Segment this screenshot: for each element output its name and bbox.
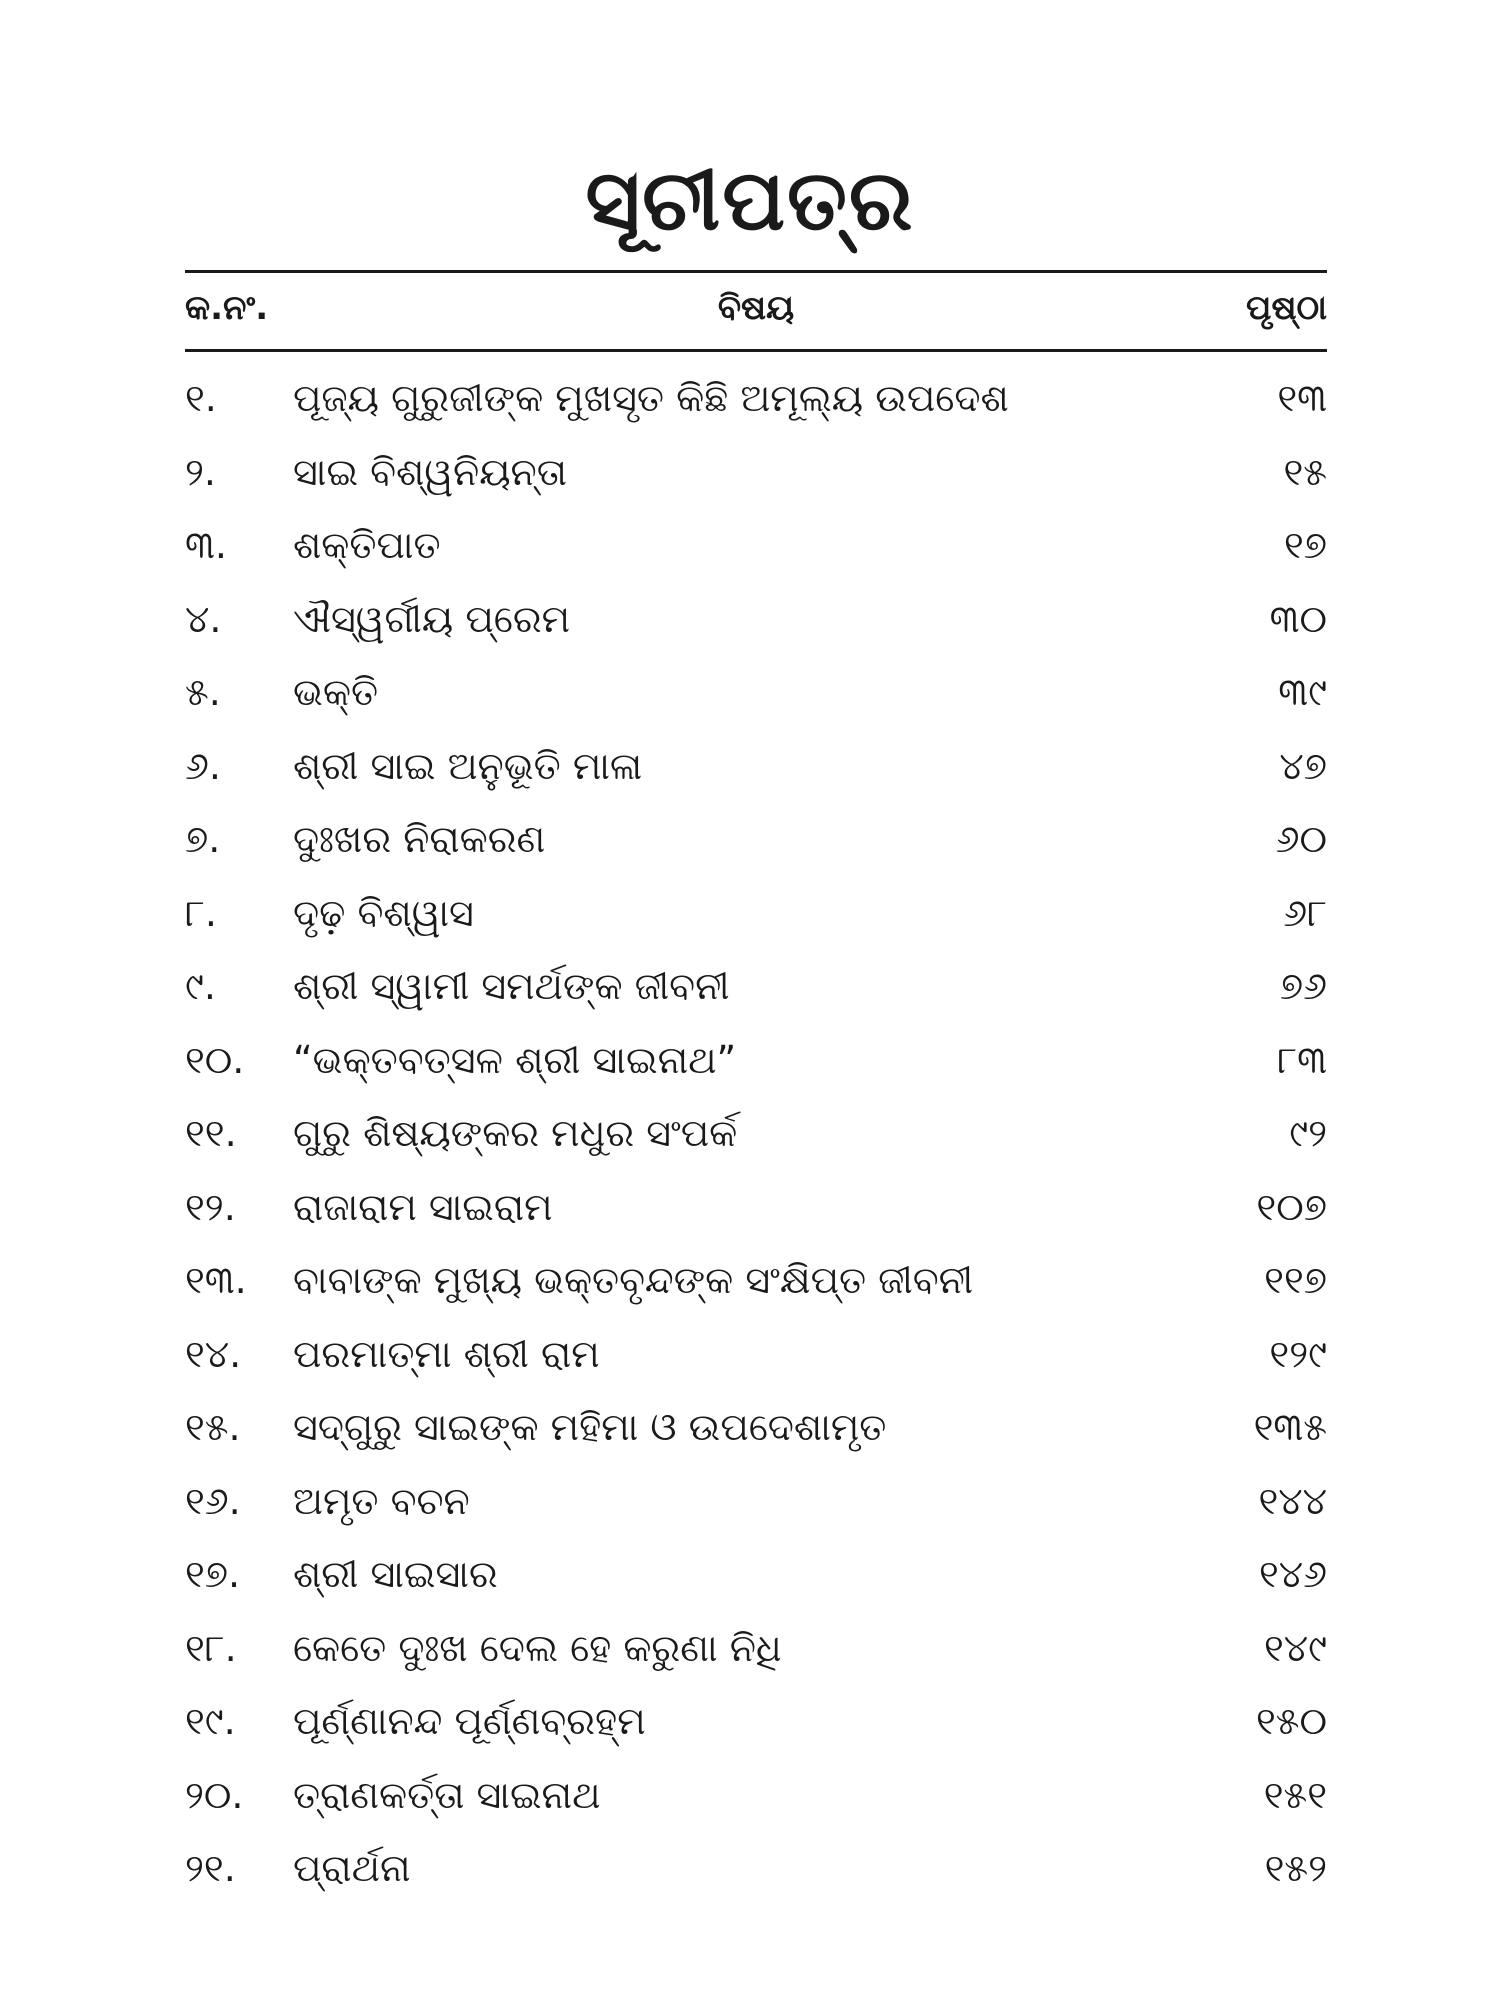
toc-entry: [185, 1326, 1327, 1400]
toc-entry-page: ୧୫୧: [1263, 1772, 1327, 1817]
toc-entry-topic: ଅମୃତ ବଚନ: [293, 1478, 470, 1523]
toc-entry-page: ୧୫୦: [1255, 1699, 1327, 1743]
toc-entry-topic: ଐସ୍ୱର୍ଗୀୟ ପ୍ରେମ: [293, 596, 571, 641]
toc-entry-topic: ବାବାଙ୍କ ମୁଖ୍ୟ ଭକ୍ତବୃନ୍ଦଙ୍କ ସଂକ୍ଷିପ୍ତ ଜୀବନୀ: [293, 1258, 974, 1302]
toc-entry-number: ୭.: [185, 817, 221, 861]
toc-entry-number: ୩.: [185, 523, 227, 567]
toc-entry-page: ୧୨୯: [1269, 1331, 1327, 1376]
toc-entry-number: ୧୦.: [185, 1037, 245, 1082]
toc-entry-topic: କେତେ ଦୁଃଖ ଦେଲ ହେ କରୁଣା ନିଧି: [293, 1625, 782, 1670]
toc-entry-page: ୬୮: [1283, 890, 1327, 935]
header-bottom-rule: [185, 349, 1327, 352]
toc-entry-topic: ଦୃଢ଼ ବିଶ୍ୱାସ: [293, 890, 474, 935]
toc-entry-number: ୨୧.: [185, 1846, 236, 1890]
toc-entry-number: ୧୫.: [185, 1405, 241, 1449]
toc-entry-topic: ଶକ୍ତିପାତ: [293, 523, 441, 567]
toc-entry: [185, 1473, 1327, 1547]
toc-entry-topic: ଶ୍ରୀ ସାଇ ଅନୁଭୂତି ମାଳା: [293, 743, 643, 788]
toc-entry-page: ୬୦: [1275, 817, 1327, 861]
toc-entry-number: ୯.: [185, 964, 216, 1008]
header-page-label: ପୃଷ୍ଠା: [1246, 288, 1327, 328]
toc-entry: [185, 1399, 1327, 1473]
toc-entry-page: ୧୩୫: [1253, 1405, 1327, 1449]
toc-entry-page: ୧୪୯: [1263, 1625, 1327, 1670]
toc-entry-page: ୧୩: [1277, 376, 1327, 420]
toc-entry-topic: ପରମାତ୍ମା ଶ୍ରୀ ରାମ: [293, 1331, 600, 1376]
toc-entry-topic: “ଭକ୍ତବତ୍ସଳ ଶ୍ରୀ ସାଇନାଥ”: [293, 1037, 737, 1082]
toc-entry-number: ୧୭.: [185, 1552, 241, 1596]
toc-entry-number: ୮.: [185, 890, 217, 935]
toc-entry: [185, 517, 1327, 591]
toc-entry: [185, 1620, 1327, 1694]
toc-entry-topic: ଦୁଃଖର ନିରାକରଣ: [293, 817, 546, 861]
toc-entry-number: ୧୨.: [185, 1184, 236, 1229]
toc-entry-page: ୧୫: [1283, 449, 1327, 494]
toc-entry-topic: ରାଜାରାମ ସାଇରାମ: [293, 1184, 553, 1229]
toc-entry: [185, 1105, 1327, 1179]
toc-entry-page: ୮୩: [1277, 1037, 1327, 1082]
toc-entry: [185, 370, 1327, 444]
toc-entry: [185, 1252, 1327, 1326]
toc-entry-number: ୧୯.: [185, 1699, 236, 1743]
toc-entry-number: ୧୪.: [185, 1331, 242, 1376]
toc-entry-number: ୨୦.: [185, 1772, 244, 1817]
toc-list: [185, 370, 1327, 1914]
toc-entry: [185, 1767, 1327, 1841]
header-number-label: କ.ନଂ.: [185, 288, 269, 328]
toc-entry: [185, 664, 1327, 738]
toc-entry-page: ୧୧୭: [1264, 1258, 1327, 1302]
toc-entry-page: ୧୭: [1283, 523, 1327, 567]
toc-entry: [185, 885, 1327, 959]
toc-entry-number: ୫.: [185, 670, 221, 714]
toc-entry-topic: ଭକ୍ତି: [293, 670, 379, 714]
toc-entry-page: ୧୪୪: [1258, 1478, 1327, 1523]
toc-entry: [185, 591, 1327, 665]
toc-entry-page: ୪୭: [1279, 743, 1327, 788]
toc-entry-number: ୪.: [185, 596, 222, 641]
toc-entry-number: ୬.: [185, 743, 221, 788]
toc-entry-number: ୧୬.: [185, 1478, 241, 1523]
toc-entry: [185, 738, 1327, 812]
toc-entry-topic: ଗୁରୁ ଶିଷ୍ୟଙ୍କର ମଧୁର ସଂପର୍କ: [293, 1111, 738, 1155]
toc-entry-page: ୩୯: [1278, 670, 1327, 714]
toc-entry-topic: ପ୍ରାର୍ଥନା: [293, 1846, 411, 1890]
toc-entry-topic: ଶ୍ରୀ ସ୍ୱାମୀ ସମର୍ଥଙ୍କ ଜୀବନୀ: [293, 964, 730, 1008]
toc-header: [185, 288, 1327, 344]
toc-entry: [185, 1179, 1327, 1253]
toc-entry-page: ୧୪୬: [1258, 1552, 1327, 1596]
toc-entry: [185, 1032, 1327, 1106]
toc-entry-topic: ସାଇ ବିଶ୍ୱନିୟନ୍ତା: [293, 449, 567, 494]
toc-entry-page: ୭୬: [1279, 964, 1327, 1008]
toc-entry-page: ୯୨: [1289, 1111, 1327, 1155]
toc-entry: [185, 1840, 1327, 1914]
toc-entry-number: ୧୩.: [185, 1258, 247, 1302]
toc-entry-topic: ପୂର୍ଣ୍ଣାନନ୍ଦ ପୂର୍ଣ୍ଣବ୍ରହ୍ମ: [293, 1699, 646, 1743]
toc-entry-page: ୧୦୭: [1256, 1184, 1327, 1229]
toc-entry-topic: ଶ୍ରୀ ସାଇସାର: [293, 1552, 498, 1596]
toc-entry-page: ୧୫୨: [1264, 1846, 1327, 1890]
toc-entry-number: ୧୮.: [185, 1625, 237, 1670]
page-title: ସୂଚୀପତ୍ର: [585, 151, 915, 249]
toc-entry-number: ୨.: [185, 449, 217, 494]
toc-entry-topic: ତ୍ରାଣକର୍ତ୍ତା ସାଇନାଥ: [293, 1772, 601, 1817]
toc-entry: [185, 1693, 1327, 1767]
toc-entry: [185, 444, 1327, 518]
toc-entry-number: ୧୧.: [185, 1111, 237, 1155]
toc-entry-topic: ସଦ୍‌ଗୁରୁ ସାଇଙ୍କ ମହିମା ଓ ଉପଦେଶାମୃତ: [293, 1405, 887, 1449]
header-top-rule: [185, 270, 1327, 273]
toc-entry-page: ୩୦: [1269, 596, 1327, 641]
toc-entry: [185, 1546, 1327, 1620]
toc-entry: [185, 958, 1327, 1032]
toc-entry: [185, 811, 1327, 885]
toc-entry-number: ୧.: [185, 376, 217, 420]
toc-entry-topic: ପୂଜ୍ୟ ଗୁରୁଜୀଙ୍କ ମୁଖସୃତ କିଛି ଅମୂଲ୍ୟ ଉପଦେଶ: [293, 376, 1009, 420]
header-topic-label: ବିଷୟ: [717, 288, 795, 328]
